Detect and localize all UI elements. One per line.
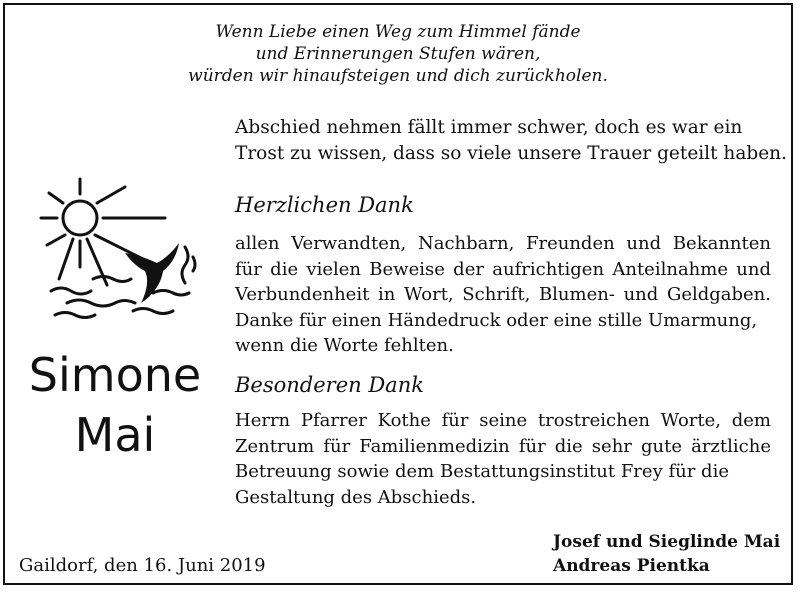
poem [5,21,791,87]
intro-line-2: Trost zu wissen, dass so viele unsere Trauer geteilt haben. [235,143,787,164]
signatory-line-1: Josef und Sieglinde Mai [553,532,781,552]
place-and-date: Gaildorf, den 16. Juni 2019 [19,555,266,576]
thanks-text: allen Verwandten, Nachbarn, Freunden und Bekannten für die vielen Beweise der aufrichtigen Anteilnahme und Verbundenheit in Wort, Schrift, Blumen- und Geldgaben. Danke für einen Händedruck oder eine stille Umarmung, [235,233,771,331]
special-thanks-last-line: Gestaltung des Abschieds. [235,486,477,508]
poem-line-2: und Erinnerungen Stufen wären, [255,44,541,64]
poem-line-1: Wenn Liebe einen Weg zum Himmel fände [215,22,581,42]
thanks-last-line: wenn die Worte fehlten. [235,335,454,356]
poem-line-3: würden wir hinaufsteigen und dich zurückholen. [188,66,608,86]
deceased-first-name: Simone [28,348,202,402]
heading-besonderen-dank: Besonderen Dank [235,373,424,397]
signatories [553,530,780,578]
intro-line-1: Abschied nehmen fällt immer schwer, doch es war ein [235,117,743,138]
thanks-paragraph [235,231,771,359]
heading-herzlichen-dank: Herzlichen Dank [235,193,414,217]
special-thanks-paragraph [235,408,771,510]
signatory-line-2: Andreas Pientka [553,556,710,576]
obituary-card [3,3,793,585]
sun-and-swallow-icon [37,175,197,330]
deceased-last-name: Mai [74,408,156,462]
special-thanks-text: Herrn Pfarrer Kothe für seine trostreichen Worte, dem Zentrum für Familienmedizin für die sehr gute ärztliche Betreuung sowie dem Bestattungsinstitut Frey für die [235,410,771,482]
intro-text [235,115,787,167]
